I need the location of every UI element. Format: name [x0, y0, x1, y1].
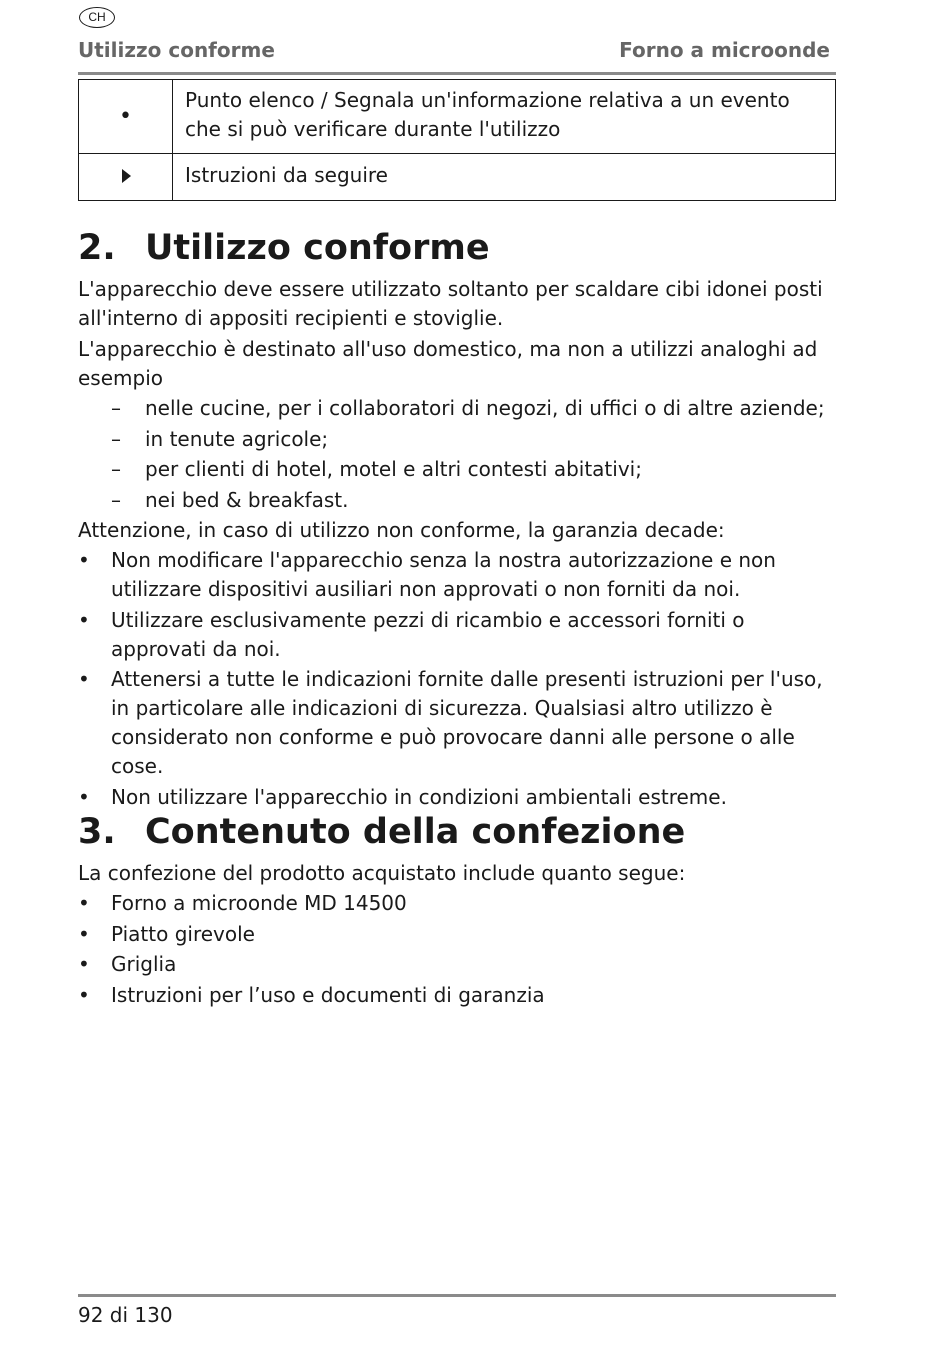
footer-rule	[78, 1294, 836, 1297]
header-section-title: Utilizzo conforme	[78, 38, 275, 62]
list-item: – per clienti di hotel, motel e altri contesti abitativi;	[111, 457, 642, 481]
symbol-legend-table	[78, 79, 836, 201]
header-product-title: Forno a microonde	[619, 38, 830, 62]
section-number: 2.	[78, 228, 116, 268]
section-2	[78, 226, 843, 813]
bullet-list	[78, 546, 843, 812]
bullet-symbol: •	[79, 80, 173, 154]
page-header	[78, 38, 836, 66]
list-item: • Attenersi a tutte le indicazioni fornite dalle presenti istruzioni per l'uso, in particolare alle indicazioni di sicurezza. Qualsiasi altro utilizzo è considerato non conforme e può provocare danni alle persone o alle cose.	[78, 667, 823, 778]
symbol-description: Istruzioni da seguire	[173, 154, 836, 201]
paragraph: Attenzione, in caso di utilizzo non conforme, la garanzia decade:	[78, 518, 725, 542]
list-item: • Non modificare l'apparecchio senza la nostra autorizzazione e non utilizzare dispositivi ausiliari non approvati o non forniti da noi.	[78, 548, 776, 601]
paragraph: L'apparecchio deve essere utilizzato soltanto per scaldare cibi idonei posti all'interno di appositi recipienti e stoviglie.	[78, 277, 823, 330]
bullet-list	[78, 889, 843, 1010]
play-arrow-icon	[120, 168, 132, 184]
arrow-symbol-icon	[79, 154, 173, 201]
list-item: • Non utilizzare l'apparecchio in condizioni ambientali estreme.	[78, 784, 727, 809]
list-item: – in tenute agricole;	[111, 426, 329, 451]
list-item: • Utilizzare esclusivamente pezzi di ricambio e accessori forniti o approvati da noi.	[78, 607, 745, 661]
paragraph: L'apparecchio è destinato all'uso domestico, ma non a utilizzi analoghi ad esempio	[78, 337, 818, 390]
section-number: 3.	[78, 812, 116, 852]
header-rule	[78, 72, 836, 75]
list-item: • Griglia	[78, 952, 177, 976]
paragraph: La confezione del prodotto acquistato include quanto segue:	[78, 861, 686, 885]
list-item: – nelle cucine, per i collaboratori di negozi, di uffici o di altre aziende;	[111, 396, 825, 420]
section-title: Utilizzo conforme	[145, 228, 490, 268]
symbol-description: Punto elenco / Segnala un'informazione relativa a un evento che si può verificare durante l'utilizzo	[173, 80, 836, 154]
dash-list	[78, 394, 843, 515]
section-title: Contenuto della confezione	[145, 812, 686, 852]
list-item: • Istruzioni per l’uso e documenti di garanzia	[78, 982, 545, 1007]
list-item: • Forno a microonde MD 14500	[78, 891, 407, 915]
table-row	[79, 80, 836, 154]
section-heading	[78, 226, 843, 270]
page-number: 92 di 130	[78, 1303, 173, 1327]
country-badge: CH	[79, 7, 115, 28]
table-row	[79, 154, 836, 201]
list-item: – nei bed & breakfast.	[111, 487, 349, 512]
section-3	[78, 810, 843, 1011]
list-item: • Piatto girevole	[78, 921, 255, 946]
section-heading	[78, 810, 843, 854]
